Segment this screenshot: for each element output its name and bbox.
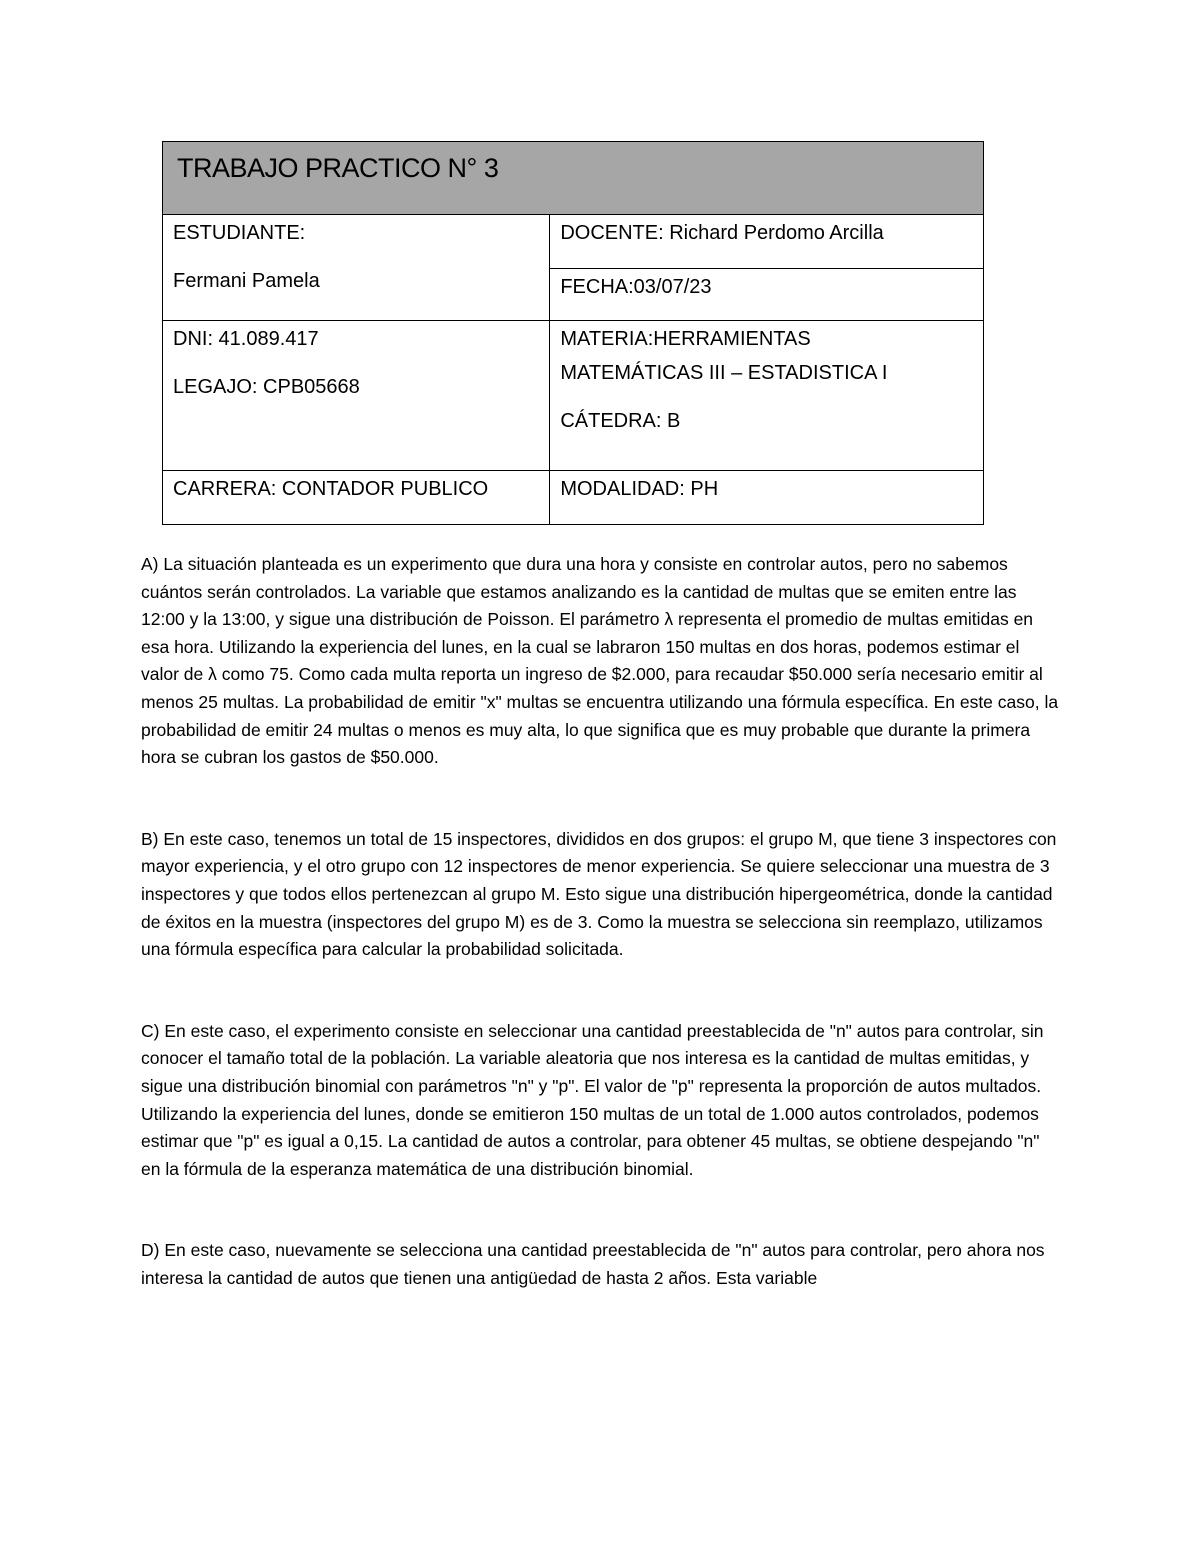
legajo-value: LEGAJO: CPB05668 — [173, 376, 360, 398]
paragraph-c: C) En este caso, el experimento consiste en seleccionar una cantidad preestablecida de "n" autos para controlar, sin conocer el tamaño total de la población. La variable aleatoria que nos interesa es la cantidad de multas emitidas, y sigue una distribución binomial con parámetros "n" y "p". El valor de "p" representa la proporción de autos multados. Utilizando la experiencia del lunes, donde se emitieron 150 multas de un total de 1.000 autos controlados, podemos estimar que "p" es igual a 0,15. La cantidad de autos a controlar, para obtener 45 multas, se obtiene despejando "n" en la fórmula de la esperanza matemática de una distribución binomial. — [141, 1020, 1044, 1179]
title-cell — [163, 142, 984, 215]
estudiante-name: Fermani Pamela — [173, 270, 320, 292]
page-title: TRABAJO PRACTICO N° 3 — [173, 151, 502, 186]
cell-fecha — [550, 269, 984, 321]
fecha-value: FECHA:03/07/23 — [560, 276, 712, 298]
paragraph-d: D) En este caso, nuevamente se selecciona una cantidad preestablecida de "n" autos para controlar, pero ahora nos interesa la cantidad de autos que tienen una antigüedad de hasta 2 años. Esta variable — [141, 1240, 1045, 1288]
student-info-table — [162, 141, 984, 525]
docente-value: DOCENTE: Richard Perdomo Arcilla — [560, 222, 884, 244]
cell-dni-legajo — [163, 321, 550, 471]
catedra-value: CÁTEDRA: B — [560, 410, 681, 432]
cell-estudiante — [163, 215, 550, 321]
materia-line-2: MATEMÁTICAS III – ESTADISTICA I — [560, 362, 888, 384]
row-carrera-modalidad — [163, 471, 984, 525]
answers-body — [141, 551, 1061, 1292]
dni-value: DNI: 41.089.417 — [173, 328, 319, 350]
title-row — [163, 142, 984, 215]
cell-modalidad — [550, 471, 984, 525]
carrera-value: CARRERA: CONTADOR PUBLICO — [173, 478, 489, 500]
row-dni-materia — [163, 321, 984, 471]
cell-carrera — [163, 471, 550, 525]
paragraph-a: A) La situación planteada es un experimento que dura una hora y consiste en controlar autos, pero no sabemos cuántos serán controlados. La variable que estamos analizando es la cantidad de multas que se emiten entre las 12:00 y la 13:00, y sigue una distribución de Poisson. El parámetro λ representa el promedio de multas emitidas en esa hora. Utilizando la experiencia del lunes, en la cual se labraron 150 multas en dos horas, podemos estimar el valor de λ como 75. Como cada multa reporta un ingreso de $2.000, para recaudar $50.000 sería necesario emitir al menos 25 multas. La probabilidad de emitir "x" multas se encuentra utilizando una fórmula específica. En este caso, la probabilidad de emitir 24 multas o menos es muy alta, lo que significa que es muy probable que durante la primera hora se cubran los gastos de $50.000. — [141, 554, 1059, 768]
paragraph-b: B) En este caso, tenemos un total de 15 inspectores, divididos en dos grupos: el grupo M, que tiene 3 inspectores con mayor experiencia, y el otro grupo con 12 inspectores de menor experiencia. Se quiere seleccionar una muestra de 3 inspectores y que todos ellos pertenezcan al grupo M. Esto sigue una distribución hipergeométrica, donde la cantidad de éxitos en la muestra (inspectores del grupo M) es de 3. Como la muestra se selecciona sin reemplazo, utilizamos una fórmula específica para calcular la probabilidad solicitada. — [141, 828, 1057, 960]
row-estudiante-docente — [163, 215, 984, 269]
estudiante-label: ESTUDIANTE: — [173, 222, 306, 244]
cell-docente — [550, 215, 984, 269]
cell-materia — [550, 321, 984, 471]
materia-line-1: MATERIA:HERRAMIENTAS — [560, 328, 811, 350]
modalidad-value: MODALIDAD: PH — [560, 478, 719, 500]
